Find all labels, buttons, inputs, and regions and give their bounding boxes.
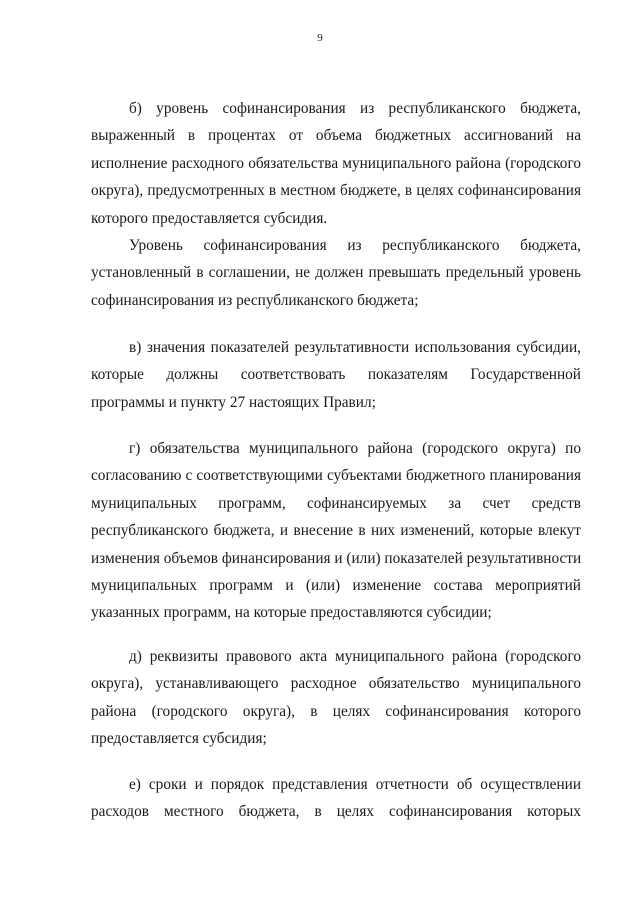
paragraph-v (91, 334, 581, 416)
text-line: района (городского округа), в целях софинансирования которого (91, 702, 581, 720)
text-line: согласованию с соответствующими субъектами бюджетного планирования (91, 467, 581, 485)
text-line: муниципальных программ и (или) изменение состава мероприятий (91, 576, 581, 594)
text-line: программы и пункту 27 настоящих Правил; (91, 393, 376, 411)
paragraph-b (91, 95, 581, 232)
text-line: в) значения показателей результативности использования субсидии, (129, 339, 581, 356)
text-line: Уровень софинансирования из республиканского бюджета, (129, 237, 581, 254)
paragraph-g (91, 435, 581, 627)
text-line: исполнение расходного обязательства муниципального района (городского (91, 154, 581, 172)
text-line: муниципальных программ, софинансируемых за счет средств (91, 494, 581, 512)
text-line: б) уровень софинансирования из республиканского бюджета, (129, 100, 581, 117)
text-line: которого предоставляется субсидия. (91, 209, 328, 227)
paragraph-cofinancing-level (91, 232, 581, 314)
text-line: изменения объемов финансирования и (или) показателей результативности (91, 549, 581, 567)
page-number: 9 (317, 32, 323, 44)
text-line: софинансирования из республиканского бюджета; (91, 291, 419, 309)
text-line: е) сроки и порядок представления отчетности об осуществлении (129, 776, 581, 793)
paragraph-d (91, 643, 581, 753)
text-line: г) обязательства муниципального района (городского округа) по (129, 440, 581, 457)
paragraph-e (91, 771, 581, 826)
text-line: д) реквизиты правового акта муниципального района (городского (129, 648, 581, 665)
text-line: которые должны соответствовать показателям Государственной (91, 366, 581, 384)
text-line: выраженный в процентах от объема бюджетных ассигнований на (91, 127, 581, 145)
text-line: округа), устанавливающего расходное обязательство муниципального (91, 675, 581, 693)
text-line: расходов местного бюджета, в целях софинансирования которых (91, 803, 581, 821)
text-line: республиканского бюджета, и внесение в них изменений, которые влекут (91, 522, 581, 540)
text-line: округа), предусмотренных в местном бюджете, в целях софинансирования (91, 182, 581, 200)
text-line: указанных программ, на которые предоставляются субсидии; (91, 604, 492, 622)
text-line: установленный в соглашении, не должен превышать предельный уровень (91, 264, 581, 282)
text-line: предоставляется субсидия; (91, 730, 267, 748)
